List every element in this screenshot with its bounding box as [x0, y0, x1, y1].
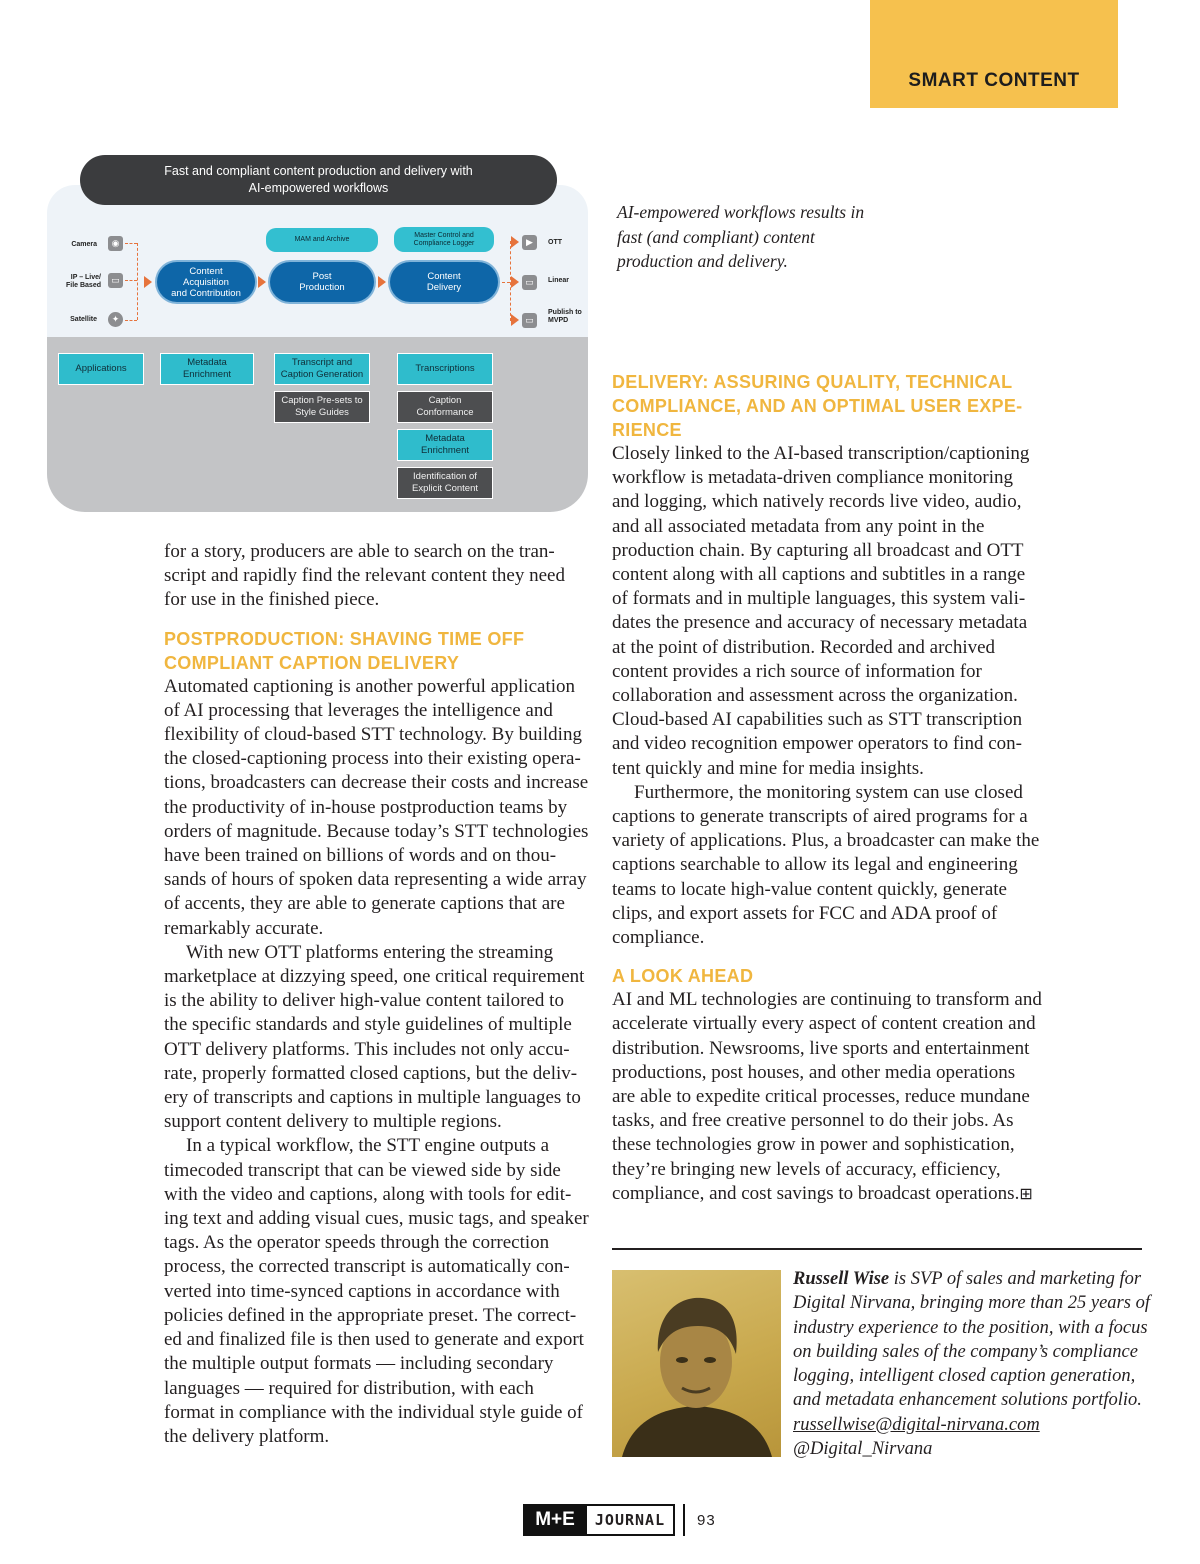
box-meta2-line2: Enrichment [420, 445, 470, 456]
box-tcg-line2: Caption Generation [280, 369, 364, 380]
source-camera-label: Camera [71, 241, 97, 248]
output-mvpd-line2: MVPD [548, 317, 569, 324]
monitor-icon: ▭ [108, 273, 123, 288]
pill-mcc-line2: Compliance Logger [413, 239, 475, 247]
arrow-icon [511, 314, 519, 326]
right-paragraph-1: Closely linked to the AI-based transcription/captioning workflow is metadata-driven compliance monitoring and logging, which natively records live video, audio, and all associated metadata from any point in the production chain. By capturing all broadcast and OTT content along with all captions and subtitles in a range of formats and in multiple languages, this system vali- dates the presence and accuracy of necessary metadata at the point of distribution. Recorded and archived content provides a rich source of information for collaboration and assessment across the organization. Cloud-based AI capabilities such as STT transcription and video recognition empower operators to find con- tent quickly and mine for media insights. [612, 443, 1030, 779]
diagram-top-panel [47, 185, 588, 337]
right-paragraph-3 [612, 988, 1042, 1206]
connector [125, 320, 137, 321]
stage-post-line2: Production [299, 282, 345, 293]
right-paragraph-3-text: AI and ML technologies are continuing to transform and accelerate virtually every aspect of content creation and distribution. Newsrooms, live sports and entertainment productions, post houses, and other media operations are able to expedite critical processes, reduce mundane tasks, and free creative personnel to do their jobs. As these technologies grow in power and sophistication, they’re bringing new levels of accuracy, efficiency, compliance, and cost savings to broadcast operations. [612, 989, 1042, 1204]
stage-content-delivery [390, 262, 498, 302]
author-bio [793, 1267, 1153, 1461]
bio-divider [612, 1248, 1142, 1250]
box-transcriptions [397, 353, 493, 385]
figure-caption: AI-empowered workflows results in fast (and compliant) content production and delivery. [617, 202, 865, 271]
output-mvpd-label [548, 309, 582, 325]
diagram-title [80, 155, 557, 205]
box-applications-label: Applications [75, 363, 127, 374]
box-metadata-enrichment-1 [160, 353, 254, 385]
box-transcript-caption-generation [274, 353, 370, 385]
source-ip-line2: File Based [65, 282, 101, 289]
pill-mam-label: MAM and Archive [294, 236, 350, 243]
box-presets-line1: Caption Pre-sets to [281, 395, 363, 406]
left-column [164, 540, 589, 1449]
box-ident-line1: Identification of [413, 471, 477, 482]
heading-look-ahead: A LOOK AHEAD [612, 966, 754, 987]
stage-post-production [270, 262, 374, 302]
arrow-icon [511, 236, 519, 248]
stage-acq-line1: Content [189, 265, 223, 277]
heading-postproduction: POSTPRODUCTION: SHAVING TIME OFF COMPLIANT CAPTION DELIVERY [164, 628, 525, 673]
stage-del-line2: Delivery [426, 282, 462, 293]
box-meta2-line1: Metadata [425, 433, 465, 444]
stage-post-line1: Post [312, 271, 332, 282]
box-caption-presets [274, 391, 370, 423]
stage-content-acquisition [157, 262, 255, 302]
pill-mcc-line1: Master Control and [414, 231, 474, 239]
satellite-icon: ✦ [108, 312, 123, 327]
box-caption-conformance [397, 391, 493, 423]
author-photo [612, 1270, 781, 1457]
stage-del-line1: Content [427, 271, 461, 282]
box-conf-line1: Caption [428, 395, 462, 406]
box-tcg-line1: Transcript and [291, 357, 353, 368]
source-ip-label [49, 274, 101, 290]
heading-delivery: DELIVERY: ASSURING QUALITY, TECHNICAL COMPLIANCE, AND AN OPTIMAL USER EXPE- RIENCE [612, 372, 1023, 440]
box-applications [58, 353, 144, 385]
mvpd-icon: ▭ [522, 313, 537, 328]
arrow-icon [511, 276, 519, 288]
arrow-icon [258, 276, 266, 288]
section-tab [870, 0, 1118, 108]
author-name: Russell Wise [793, 1269, 890, 1289]
linear-icon: ▭ [522, 275, 537, 290]
diagram-title-line2: AI-empowered workflows [248, 181, 389, 195]
workflow-diagram [45, 155, 591, 513]
box-conf-line2: Conformance [416, 407, 474, 418]
author-handle[interactable]: @Digital_Nirvana [793, 1439, 933, 1460]
source-satellite-label: Satellite [70, 316, 97, 323]
ott-icon: ▶ [522, 235, 537, 250]
page-footer [523, 1504, 716, 1536]
arrow-icon [144, 276, 152, 288]
arrow-icon [378, 276, 386, 288]
left-paragraph-0: for a story, producers are able to search on the tran- script and rapidly find the relevant content they need for use in the finished piece. [164, 541, 565, 611]
left-paragraph-3: In a typical workflow, the STT engine outputs a timecoded transcript that can be viewed side by side with the video and captions, along with tools for edit- ing text and adding visual cues, music tags, and speaker tags. As the operator speeds through the correction process, the corrected transcript is automatically con- verted into time-synced captions in accordance with policies defined in the appropriate preset. The correct- ed and finalized file is then used to generate and export the multiple output formats — including secondary languages — required for distribution, with each format in compliance with the individual style guide of the delivery platform. [164, 1135, 589, 1447]
diagram-title-line1: Fast and compliant content production and delivery with [164, 164, 473, 178]
connector [125, 243, 137, 244]
box-metadata-enrichment-2 [397, 429, 493, 461]
right-paragraph-2: Furthermore, the monitoring system can use closed captions to generate transcripts of aired programs for a variety of applications. Plus, a broadcaster can make the captions searchable to allow its legal and engineering teams to locate high-value content quickly, generate clips, and export assets for FCC and ADA proof of compliance. [612, 781, 1040, 949]
box-ident-line2: Explicit Content [411, 483, 478, 494]
end-mark-icon: ⊞ [1019, 1183, 1033, 1203]
connector [125, 280, 137, 281]
box-transcriptions-label: Transcriptions [415, 363, 475, 374]
connector [502, 282, 510, 283]
output-ott-label: OTT [548, 239, 562, 246]
pill-master-control [394, 227, 494, 252]
left-paragraph-1: Automated captioning is another powerful application of AI processing that leverages the intelligence and flexibility of cloud-based STT technology. By building the closed-captioning process into their existing opera- tions, broadcasters can decrease their costs and increase the productivity of in-house postproduction teams by orders of magnitude. Because today’s STT technologies have been trained on billions of words and on thou- sands of hours of spoken data representing a wide array of accents, they are able to generate captions that are remarkably accurate. [164, 675, 589, 939]
author-portrait-icon [612, 1270, 781, 1457]
me-logo: M+E [523, 1504, 587, 1536]
output-mvpd-line1: Publish to [548, 309, 582, 316]
stage-acq-line3: and Contribution [171, 287, 241, 299]
author-description: is SVP of sales and marketing for Digital Nirvana, bringing more than 25 years of industry experience to the position, with a focus on building sales of the company’s compliance logging, intelligent closed caption generation, and metadata enhancement solutions portfolio. [793, 1269, 1150, 1411]
camera-icon: ◉ [108, 236, 123, 251]
box-meta1-line1: Metadata [187, 357, 227, 368]
connector [137, 243, 138, 320]
author-email-link[interactable]: russellwise@digital-nirvana.com [793, 1414, 1040, 1435]
section-tab-label: SMART CONTENT [908, 70, 1080, 91]
pill-mam-archive [266, 228, 378, 252]
journal-logo: JOURNAL [587, 1504, 675, 1536]
source-ip-line1: IP – Live/ [70, 274, 101, 281]
right-column [612, 370, 1042, 1206]
box-meta1-line2: Enrichment [182, 369, 232, 380]
output-linear-label: Linear [548, 277, 570, 284]
page-number: 93 [683, 1504, 716, 1536]
stage-acq-line2: Acquisition [183, 276, 229, 288]
box-identification-explicit [397, 467, 493, 499]
left-paragraph-2: With new OTT platforms entering the streaming marketplace at dizzying speed, one critical requirement is the ability to deliver high-value content tailored to the specific standards and style guidelines of multiple OTT delivery platforms. This includes not only accu- rate, properly formatted closed captions, but the deliv- ery of transcripts and captions in multiple languages to support content delivery to multiple regions. [164, 941, 585, 1133]
box-presets-line2: Style Guides [295, 407, 349, 418]
